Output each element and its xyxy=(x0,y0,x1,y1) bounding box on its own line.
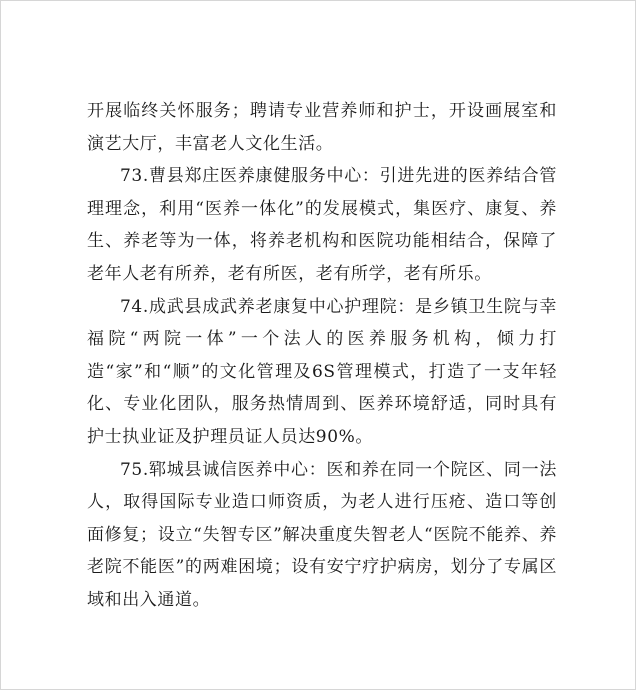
paragraph-item-74: 74.成武县成武养老康复中心护理院：是乡镇卫生院与幸福院“两院一体”一个法人的医养服务机构，倾力打造“家”和“顺”的文化管理及6S管理模式，打造了一支年轻化、专业化团队，服务热情周到、医养环境舒适，同时具有护士执业证及护理员证人员达90%。 xyxy=(87,296,557,447)
paragraph-continuation: 开展临终关怀服务；聘请专业营养师和护士，开设画展室和演艺大厅，丰富老人文化生活。 xyxy=(87,101,557,154)
paragraph-item-73: 73.曹县郑庄医养康健服务中心：引进先进的医养结合管理理念，利用“医养一体化”的发展模式，集医疗、康复、养生、养老等为一体，将养老机构和医院功能相结合，保障了老年人老有所养，老有所医，老有所学，老有所乐。 xyxy=(87,166,557,284)
paragraph-item-75: 75.郓城县诚信医养中心：医和养在同一个院区、同一法人，取得国际专业造口师资质，为老人进行压疮、造口等创面修复；设立“失智专区”解决重度失智老人“医院不能养、养老院不能医”的两难困境；设有安宁疗护病房，划分了专属区域和出入通道。 xyxy=(87,459,557,610)
document-body xyxy=(87,95,557,617)
